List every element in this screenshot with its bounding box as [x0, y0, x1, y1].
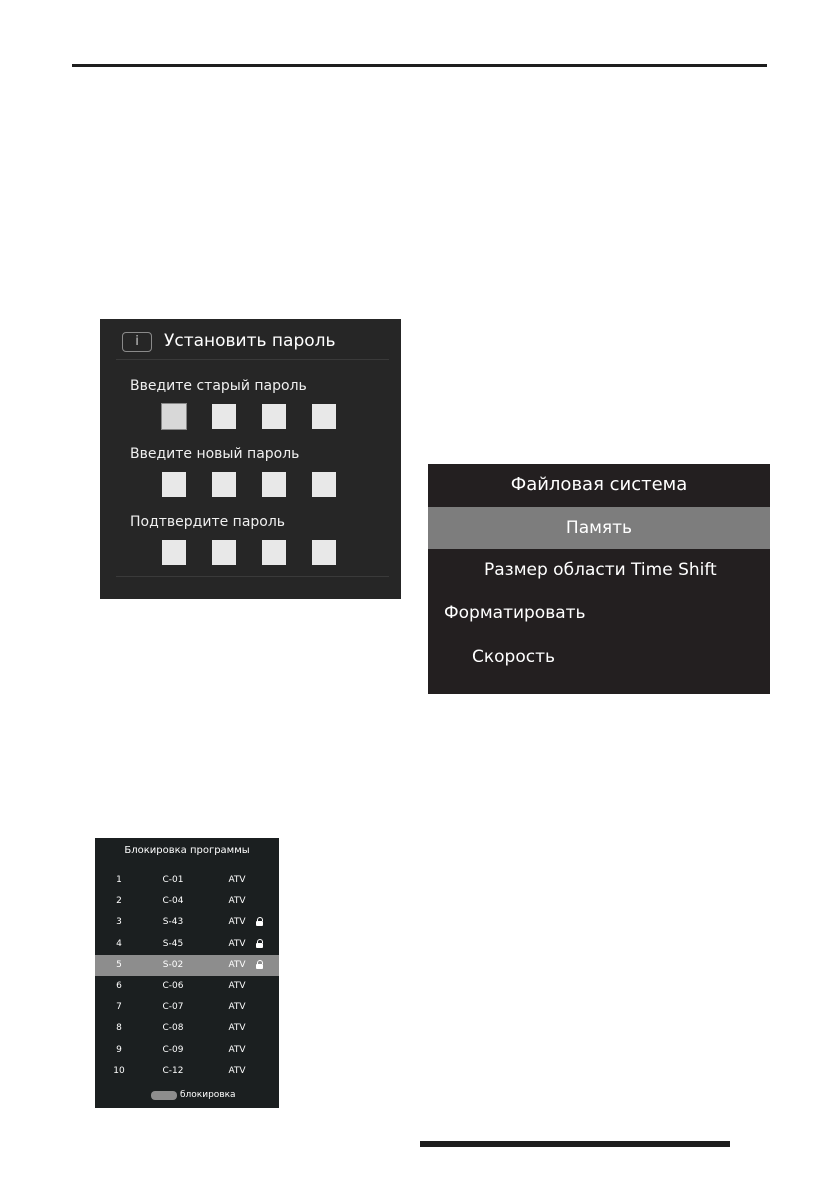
- menu-title: Файловая система: [510, 474, 688, 495]
- top-divider: [72, 64, 767, 67]
- program-channel: C-09: [162, 1044, 184, 1055]
- program-type: ATV: [228, 875, 246, 885]
- program-row[interactable]: [95, 870, 279, 891]
- dialog-title: Установить пароль: [164, 331, 336, 351]
- old-password-digit-3[interactable]: [262, 404, 286, 429]
- program-type: ATV: [228, 981, 246, 991]
- menu-item-format[interactable]: Форматировать: [444, 603, 586, 623]
- lock-icon: [255, 912, 265, 933]
- list-title: Блокировка программы: [124, 845, 250, 856]
- program-channel: C-01: [162, 875, 184, 885]
- old-password-label: Введите старый пароль: [130, 378, 307, 394]
- program-row[interactable]: [95, 997, 279, 1018]
- new-password-digit-2[interactable]: [212, 472, 236, 497]
- program-type: ATV: [228, 1002, 246, 1013]
- bottom-divider: [420, 1141, 730, 1147]
- menu-item-memory[interactable]: Память: [428, 507, 770, 549]
- file-system-menu: [428, 464, 770, 694]
- dialog-header: [116, 325, 389, 360]
- program-type: ATV: [228, 1065, 246, 1076]
- program-number: 3: [116, 917, 122, 928]
- program-number: 8: [116, 1023, 122, 1034]
- program-channel: C-08: [162, 1023, 184, 1034]
- lock-legend-label: блокировка: [180, 1090, 236, 1100]
- menu-item-timeshift-size[interactable]: Размер области Time Shift: [484, 560, 717, 580]
- new-password-digit-3[interactable]: [262, 472, 286, 497]
- lock-icon: [255, 934, 265, 955]
- program-number: 9: [116, 1044, 122, 1055]
- program-channel: C-04: [162, 896, 184, 907]
- program-row[interactable]: [95, 1061, 279, 1082]
- old-password-field: [162, 404, 336, 429]
- old-password-digit-4[interactable]: [312, 404, 336, 429]
- program-channel: S-02: [162, 959, 184, 970]
- new-password-label: Введите новый пароль: [130, 446, 300, 462]
- program-number: 1: [116, 875, 122, 885]
- dialog-footer-divider: [116, 576, 389, 577]
- program-type: ATV: [228, 1044, 246, 1055]
- program-channel: S-43: [162, 917, 184, 928]
- program-number: 5: [116, 959, 122, 970]
- program-type: ATV: [228, 938, 246, 949]
- lock-legend-swatch: [151, 1091, 177, 1100]
- confirm-password-digit-3[interactable]: [262, 540, 286, 565]
- confirm-password-field: [162, 540, 336, 565]
- lock-legend: [151, 1090, 236, 1100]
- program-type: ATV: [228, 896, 246, 907]
- new-password-digit-4[interactable]: [312, 472, 336, 497]
- confirm-password-digit-4[interactable]: [312, 540, 336, 565]
- old-password-digit-2[interactable]: [212, 404, 236, 429]
- program-lock-list: [95, 838, 279, 1108]
- program-row[interactable]: [95, 976, 279, 997]
- info-icon: i: [122, 332, 152, 352]
- program-number: 4: [116, 938, 122, 949]
- program-number: 6: [116, 981, 122, 991]
- new-password-digit-1[interactable]: [162, 472, 186, 497]
- confirm-password-digit-1[interactable]: [162, 540, 186, 565]
- program-row[interactable]: [95, 955, 279, 976]
- old-password-digit-1[interactable]: [161, 403, 187, 430]
- set-password-dialog: [100, 319, 401, 599]
- lock-icon: [255, 955, 265, 976]
- program-number: 10: [113, 1065, 125, 1076]
- program-number: 2: [116, 896, 122, 907]
- program-channel: C-06: [162, 981, 184, 991]
- confirm-password-label: Подтвердите пароль: [130, 514, 286, 530]
- program-row[interactable]: [95, 912, 279, 933]
- program-row[interactable]: [95, 1040, 279, 1061]
- program-channel: C-12: [162, 1065, 184, 1076]
- confirm-password-digit-2[interactable]: [212, 540, 236, 565]
- program-type: ATV: [228, 959, 246, 970]
- program-number: 7: [116, 1002, 122, 1013]
- program-channel: C-07: [162, 1002, 184, 1013]
- menu-item-speed[interactable]: Скорость: [472, 647, 555, 667]
- program-type: ATV: [228, 1023, 246, 1034]
- program-row[interactable]: [95, 891, 279, 912]
- program-type: ATV: [228, 917, 246, 928]
- program-row[interactable]: [95, 934, 279, 955]
- new-password-field: [162, 472, 336, 497]
- program-channel: S-45: [162, 938, 184, 949]
- program-row[interactable]: [95, 1018, 279, 1039]
